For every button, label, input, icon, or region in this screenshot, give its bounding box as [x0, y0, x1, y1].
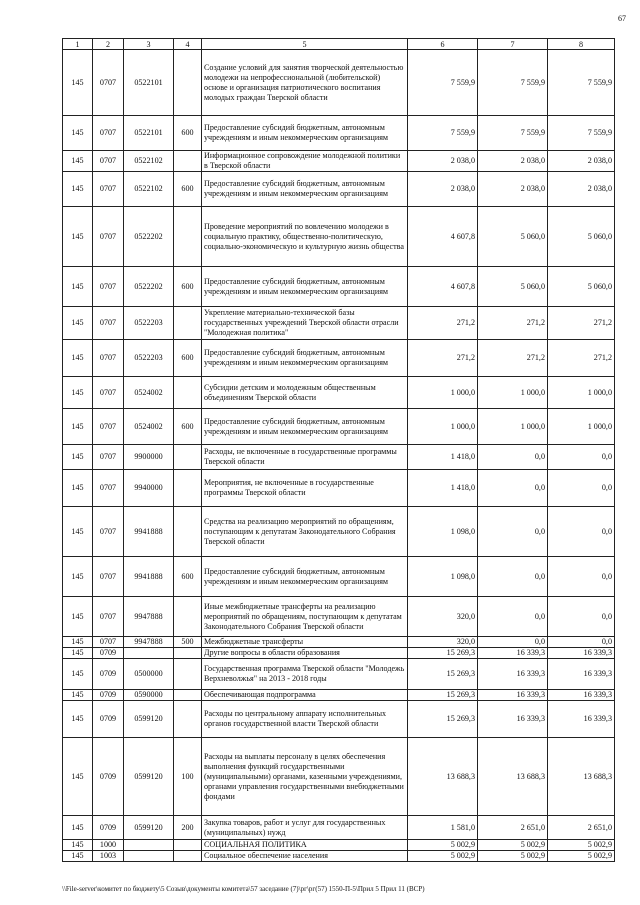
cell-item-name: Социальное обеспечение населения: [202, 851, 408, 862]
cell-amount-year-2: 13 688,3: [478, 738, 548, 816]
cell-expense-type: 600: [174, 116, 202, 151]
cell-amount-year-1: 271,2: [408, 307, 478, 340]
cell-amount-year-1: 1 000,0: [408, 409, 478, 445]
cell-amount-year-2: 0,0: [478, 507, 548, 557]
cell-item-name: Иные межбюджетные трансферты на реализацию мероприятий по обращениям, поступающим к депутатам Законодательного Собрания Тверской области: [202, 597, 408, 637]
cell-amount-year-3: 271,2: [548, 307, 615, 340]
cell-admin-code: 145: [63, 701, 93, 738]
cell-expense-type: [174, 851, 202, 862]
cell-amount-year-2: 0,0: [478, 597, 548, 637]
cell-expense-type: [174, 470, 202, 507]
cell-expense-type: [174, 659, 202, 690]
cell-amount-year-1: 15 269,3: [408, 690, 478, 701]
cell-admin-code: 145: [63, 116, 93, 151]
cell-target-code: 0599120: [124, 816, 174, 840]
table-row: [63, 648, 615, 659]
cell-admin-code: 145: [63, 445, 93, 470]
cell-expense-type: 100: [174, 738, 202, 816]
cell-amount-year-3: 5 002,9: [548, 851, 615, 862]
cell-item-name: Предоставление субсидий бюджетным, автономным учреждениям и иным некоммерческим организациям: [202, 409, 408, 445]
column-header: 5: [202, 39, 408, 50]
cell-admin-code: 145: [63, 172, 93, 207]
cell-item-name: Информационное сопровождение молодежной политики в Тверской области: [202, 151, 408, 172]
cell-amount-year-3: 1 000,0: [548, 377, 615, 409]
cell-target-code: 0522202: [124, 267, 174, 307]
column-header: 1: [63, 39, 93, 50]
cell-expense-type: [174, 840, 202, 851]
cell-expense-type: [174, 690, 202, 701]
cell-admin-code: 145: [63, 507, 93, 557]
cell-amount-year-3: 13 688,3: [548, 738, 615, 816]
cell-amount-year-2: 5 002,9: [478, 851, 548, 862]
cell-expense-type: [174, 151, 202, 172]
cell-item-name: Обеспечивающая подпрограмма: [202, 690, 408, 701]
table-row: [63, 151, 615, 172]
cell-amount-year-3: 1 000,0: [548, 409, 615, 445]
cell-amount-year-2: 271,2: [478, 307, 548, 340]
cell-section-code: 0707: [93, 172, 124, 207]
cell-expense-type: 500: [174, 637, 202, 648]
cell-amount-year-3: 0,0: [548, 470, 615, 507]
cell-section-code: 0707: [93, 409, 124, 445]
cell-amount-year-2: 0,0: [478, 557, 548, 597]
cell-amount-year-1: 1 098,0: [408, 557, 478, 597]
cell-amount-year-3: 5 060,0: [548, 267, 615, 307]
cell-admin-code: 145: [63, 851, 93, 862]
cell-section-code: 0709: [93, 738, 124, 816]
cell-section-code: 0707: [93, 340, 124, 377]
cell-amount-year-3: 16 339,3: [548, 701, 615, 738]
cell-amount-year-1: 7 559,9: [408, 116, 478, 151]
cell-admin-code: 145: [63, 409, 93, 445]
cell-section-code: 0709: [93, 648, 124, 659]
column-header: 6: [408, 39, 478, 50]
cell-admin-code: 145: [63, 738, 93, 816]
cell-section-code: 1003: [93, 851, 124, 862]
cell-amount-year-1: 15 269,3: [408, 648, 478, 659]
cell-section-code: 0707: [93, 637, 124, 648]
cell-item-name: Предоставление субсидий бюджетным, автономным учреждениям и иным некоммерческим организациям: [202, 557, 408, 597]
cell-amount-year-3: 7 559,9: [548, 50, 615, 116]
cell-item-name: Мероприятия, не включенные в государственные программы Тверской области: [202, 470, 408, 507]
table-row: [63, 409, 615, 445]
cell-target-code: 0522203: [124, 307, 174, 340]
cell-admin-code: 145: [63, 659, 93, 690]
cell-expense-type: [174, 445, 202, 470]
cell-amount-year-1: 1 418,0: [408, 470, 478, 507]
table-row: [63, 207, 615, 267]
cell-amount-year-3: 16 339,3: [548, 659, 615, 690]
cell-target-code: 0524002: [124, 377, 174, 409]
cell-section-code: 0707: [93, 50, 124, 116]
cell-target-code: [124, 851, 174, 862]
cell-amount-year-3: 271,2: [548, 340, 615, 377]
cell-target-code: 0524002: [124, 409, 174, 445]
cell-amount-year-1: 4 607,8: [408, 267, 478, 307]
cell-admin-code: 145: [63, 557, 93, 597]
cell-item-name: СОЦИАЛЬНАЯ ПОЛИТИКА: [202, 840, 408, 851]
cell-expense-type: [174, 50, 202, 116]
budget-table: [62, 38, 615, 862]
cell-amount-year-1: 271,2: [408, 340, 478, 377]
cell-section-code: 0707: [93, 151, 124, 172]
cell-target-code: 0522102: [124, 172, 174, 207]
cell-amount-year-2: 16 339,3: [478, 659, 548, 690]
column-header: 4: [174, 39, 202, 50]
cell-admin-code: 145: [63, 377, 93, 409]
cell-section-code: 0709: [93, 816, 124, 840]
cell-amount-year-2: 16 339,3: [478, 648, 548, 659]
cell-item-name: Государственная программа Тверской области "Молодежь Верхневолжья" на 2013 - 2018 годы: [202, 659, 408, 690]
cell-amount-year-2: 1 000,0: [478, 377, 548, 409]
cell-section-code: 0709: [93, 659, 124, 690]
cell-amount-year-1: 1 000,0: [408, 377, 478, 409]
cell-expense-type: 600: [174, 557, 202, 597]
cell-expense-type: [174, 701, 202, 738]
cell-amount-year-3: 0,0: [548, 597, 615, 637]
cell-amount-year-1: 7 559,9: [408, 50, 478, 116]
page-number: 67: [618, 14, 626, 23]
cell-target-code: 0500000: [124, 659, 174, 690]
cell-admin-code: 145: [63, 50, 93, 116]
table-row: [63, 470, 615, 507]
cell-admin-code: 145: [63, 690, 93, 701]
cell-section-code: 0707: [93, 267, 124, 307]
cell-admin-code: 145: [63, 816, 93, 840]
cell-admin-code: 145: [63, 307, 93, 340]
file-path-footer: \\File-server\комитет по бюджету\5 Созыв\документы комитета\57 заседание (7)\рг\рг(57) 1550-П-5\Прил 5 Прил 11 (ВСР): [62, 885, 425, 893]
cell-amount-year-2: 0,0: [478, 637, 548, 648]
table-row: [63, 637, 615, 648]
cell-target-code: 0522102: [124, 151, 174, 172]
cell-section-code: 0707: [93, 557, 124, 597]
cell-amount-year-2: 2 651,0: [478, 816, 548, 840]
cell-admin-code: 145: [63, 340, 93, 377]
cell-expense-type: [174, 377, 202, 409]
header-row: [63, 39, 615, 50]
cell-section-code: 0707: [93, 207, 124, 267]
table-row: [63, 816, 615, 840]
cell-section-code: 0707: [93, 445, 124, 470]
cell-amount-year-1: 2 038,0: [408, 151, 478, 172]
cell-amount-year-1: 1 581,0: [408, 816, 478, 840]
table-row: [63, 445, 615, 470]
cell-amount-year-1: 4 607,8: [408, 207, 478, 267]
table-row: [63, 50, 615, 116]
table-row: [63, 840, 615, 851]
cell-amount-year-1: 13 688,3: [408, 738, 478, 816]
table-row: [63, 507, 615, 557]
cell-amount-year-3: 16 339,3: [548, 648, 615, 659]
table-row: [63, 659, 615, 690]
cell-amount-year-1: 15 269,3: [408, 701, 478, 738]
cell-amount-year-3: 16 339,3: [548, 690, 615, 701]
cell-target-code: [124, 648, 174, 659]
table-row: [63, 738, 615, 816]
table-row: [63, 172, 615, 207]
cell-amount-year-1: 1 098,0: [408, 507, 478, 557]
cell-section-code: 0709: [93, 701, 124, 738]
table-row: [63, 701, 615, 738]
table-row: [63, 851, 615, 862]
cell-amount-year-1: 320,0: [408, 597, 478, 637]
cell-item-name: Создание условий для занятия творческой деятельностью молодежи на непрофессиональной (любительской) основе и организация патриотического воспитания молодых граждан Тверской области: [202, 50, 408, 116]
cell-expense-type: 600: [174, 172, 202, 207]
cell-item-name: Закупка товаров, работ и услуг для государственных (муниципальных) нужд: [202, 816, 408, 840]
cell-item-name: Межбюджетные трансферты: [202, 637, 408, 648]
cell-target-code: 9940000: [124, 470, 174, 507]
cell-amount-year-3: 5 002,9: [548, 840, 615, 851]
cell-admin-code: 145: [63, 267, 93, 307]
cell-amount-year-3: 7 559,9: [548, 116, 615, 151]
cell-section-code: 0707: [93, 597, 124, 637]
cell-amount-year-3: 0,0: [548, 557, 615, 597]
cell-amount-year-3: 2 038,0: [548, 172, 615, 207]
cell-target-code: 0522203: [124, 340, 174, 377]
cell-section-code: 0707: [93, 470, 124, 507]
cell-item-name: Расходы, не включенные в государственные программы Тверской области: [202, 445, 408, 470]
cell-item-name: Средства на реализацию мероприятий по обращениям, поступающим к депутатам Законодательного Собрания Тверской области: [202, 507, 408, 557]
cell-target-code: 0599120: [124, 738, 174, 816]
cell-expense-type: [174, 207, 202, 267]
cell-target-code: 0522202: [124, 207, 174, 267]
table-row: [63, 267, 615, 307]
cell-amount-year-1: 5 002,9: [408, 851, 478, 862]
table-row: [63, 307, 615, 340]
cell-target-code: 0522101: [124, 50, 174, 116]
table-row: [63, 597, 615, 637]
cell-amount-year-2: 7 559,9: [478, 116, 548, 151]
cell-amount-year-2: 7 559,9: [478, 50, 548, 116]
cell-target-code: 0599120: [124, 701, 174, 738]
cell-item-name: Предоставление субсидий бюджетным, автономным учреждениям и иным некоммерческим организациям: [202, 340, 408, 377]
table-row: [63, 690, 615, 701]
cell-expense-type: [174, 307, 202, 340]
cell-amount-year-1: 1 418,0: [408, 445, 478, 470]
cell-amount-year-1: 5 002,9: [408, 840, 478, 851]
cell-expense-type: [174, 597, 202, 637]
cell-amount-year-2: 2 038,0: [478, 151, 548, 172]
cell-expense-type: [174, 648, 202, 659]
cell-target-code: 0522101: [124, 116, 174, 151]
cell-amount-year-3: 0,0: [548, 445, 615, 470]
cell-target-code: 9941888: [124, 557, 174, 597]
cell-amount-year-2: 1 000,0: [478, 409, 548, 445]
cell-expense-type: 600: [174, 409, 202, 445]
cell-amount-year-3: 2 038,0: [548, 151, 615, 172]
cell-amount-year-2: 2 038,0: [478, 172, 548, 207]
cell-amount-year-2: 0,0: [478, 445, 548, 470]
column-header: 3: [124, 39, 174, 50]
cell-item-name: Укрепление материально-технической базы государственных учреждений Тверской области отрасли "Молодежная политика": [202, 307, 408, 340]
cell-item-name: Субсидии детским и молодежным общественным объединениям Тверской области: [202, 377, 408, 409]
cell-admin-code: 145: [63, 840, 93, 851]
cell-admin-code: 145: [63, 470, 93, 507]
cell-target-code: 9947888: [124, 597, 174, 637]
cell-item-name: Расходы по центральному аппарату исполнительных органов государственной власти Тверской области: [202, 701, 408, 738]
cell-amount-year-3: 0,0: [548, 507, 615, 557]
cell-item-name: Предоставление субсидий бюджетным, автономным учреждениям и иным некоммерческим организациям: [202, 116, 408, 151]
cell-amount-year-2: 5 060,0: [478, 207, 548, 267]
cell-amount-year-2: 5 060,0: [478, 267, 548, 307]
cell-admin-code: 145: [63, 151, 93, 172]
cell-section-code: 0709: [93, 690, 124, 701]
cell-item-name: Предоставление субсидий бюджетным, автономным учреждениям и иным некоммерческим организациям: [202, 172, 408, 207]
cell-expense-type: 200: [174, 816, 202, 840]
cell-item-name: Другие вопросы в области образования: [202, 648, 408, 659]
cell-amount-year-3: 2 651,0: [548, 816, 615, 840]
cell-amount-year-2: 0,0: [478, 470, 548, 507]
table-row: [63, 377, 615, 409]
cell-admin-code: 145: [63, 207, 93, 267]
cell-amount-year-1: 320,0: [408, 637, 478, 648]
cell-admin-code: 145: [63, 597, 93, 637]
cell-item-name: Проведение мероприятий по вовлечению молодежи в социальную практику, общественно-политическую, социально-экономическую и культурную жизнь общества: [202, 207, 408, 267]
cell-target-code: 9947888: [124, 637, 174, 648]
cell-amount-year-3: 0,0: [548, 637, 615, 648]
cell-amount-year-3: 5 060,0: [548, 207, 615, 267]
cell-admin-code: 145: [63, 637, 93, 648]
cell-section-code: 0707: [93, 377, 124, 409]
cell-target-code: [124, 840, 174, 851]
cell-amount-year-2: 16 339,3: [478, 690, 548, 701]
cell-amount-year-1: 15 269,3: [408, 659, 478, 690]
table-row: [63, 557, 615, 597]
cell-amount-year-2: 5 002,9: [478, 840, 548, 851]
cell-amount-year-1: 2 038,0: [408, 172, 478, 207]
cell-target-code: 0590000: [124, 690, 174, 701]
cell-section-code: 0707: [93, 507, 124, 557]
table-row: [63, 340, 615, 377]
table-row: [63, 116, 615, 151]
cell-item-name: Предоставление субсидий бюджетным, автономным учреждениям и иным некоммерческим организациям: [202, 267, 408, 307]
cell-target-code: 9900000: [124, 445, 174, 470]
cell-amount-year-2: 16 339,3: [478, 701, 548, 738]
column-header: 8: [548, 39, 615, 50]
column-header: 2: [93, 39, 124, 50]
cell-section-code: 1000: [93, 840, 124, 851]
cell-admin-code: 145: [63, 648, 93, 659]
cell-section-code: 0707: [93, 116, 124, 151]
cell-section-code: 0707: [93, 307, 124, 340]
cell-item-name: Расходы на выплаты персоналу в целях обеспечения выполнения функций государственными (муниципальными) органами, казенными учреждениями, органами управления государственными внебюджетными фондами: [202, 738, 408, 816]
cell-amount-year-2: 271,2: [478, 340, 548, 377]
cell-expense-type: 600: [174, 267, 202, 307]
cell-target-code: 9941888: [124, 507, 174, 557]
column-header: 7: [478, 39, 548, 50]
cell-expense-type: [174, 507, 202, 557]
cell-expense-type: 600: [174, 340, 202, 377]
